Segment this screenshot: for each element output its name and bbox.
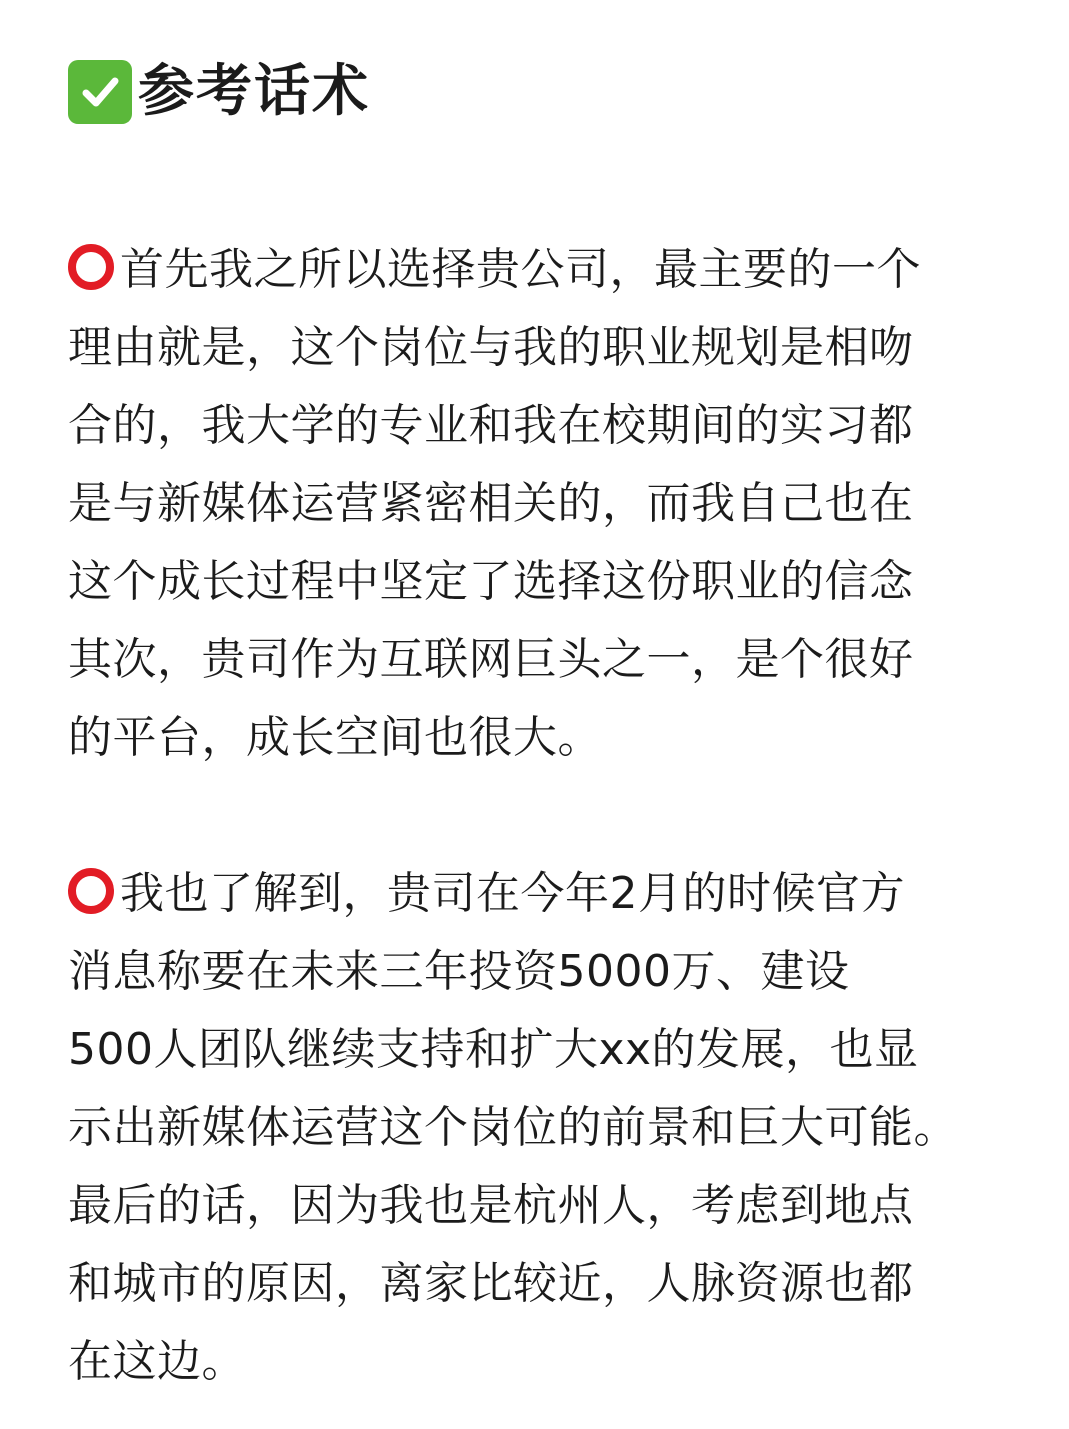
paragraph-line: 合的，我大学的专业和我在校期间的实习都 [68,400,914,451]
paragraph-line: 的平台，成长空间也很大。 [68,712,602,763]
paragraph-line: 最后的话，因为我也是杭州人，考虑到地点 [68,1180,914,1231]
paragraph-line: 500人团队继续支持和扩大xx的发展，也显 [68,1024,919,1075]
title-row [68,58,370,126]
hollow-red-circle-icon [68,868,114,914]
paragraph-text: 我也了解到，贵司在今年2月的时候官方 [120,868,905,919]
paragraph-line [68,231,1028,309]
paragraph-line: 理由就是，这个岗位与我的职业规划是相吻 [68,322,914,373]
paragraph-line: 消息称要在未来三年投资5000万、建设 [68,946,850,997]
page-title: 参考话术 [138,59,370,124]
paragraph-text: 首先我之所以选择贵公司，最主要的一个 [120,244,921,295]
paragraph-line: 和城市的原因，离家比较近，人脉资源也都 [68,1258,914,1309]
paragraph-line [68,855,1028,933]
paragraph-line: 其次，贵司作为互联网巨头之一，是个很好 [68,634,914,685]
paragraph-line: 这个成长过程中坚定了选择这份职业的信念 [68,556,914,607]
check-mark-button-icon [68,60,132,124]
hollow-red-circle-icon [68,244,114,290]
paragraph-reason-two [68,855,1028,1401]
paragraph-line: 在这边。 [68,1336,246,1387]
paragraph-line: 是与新媒体运营紧密相关的，而我自己也在 [68,478,914,529]
paragraph-line: 示出新媒体运营这个岗位的前景和巨大可能。 [68,1102,958,1153]
paragraph-reason-one [68,231,1028,777]
